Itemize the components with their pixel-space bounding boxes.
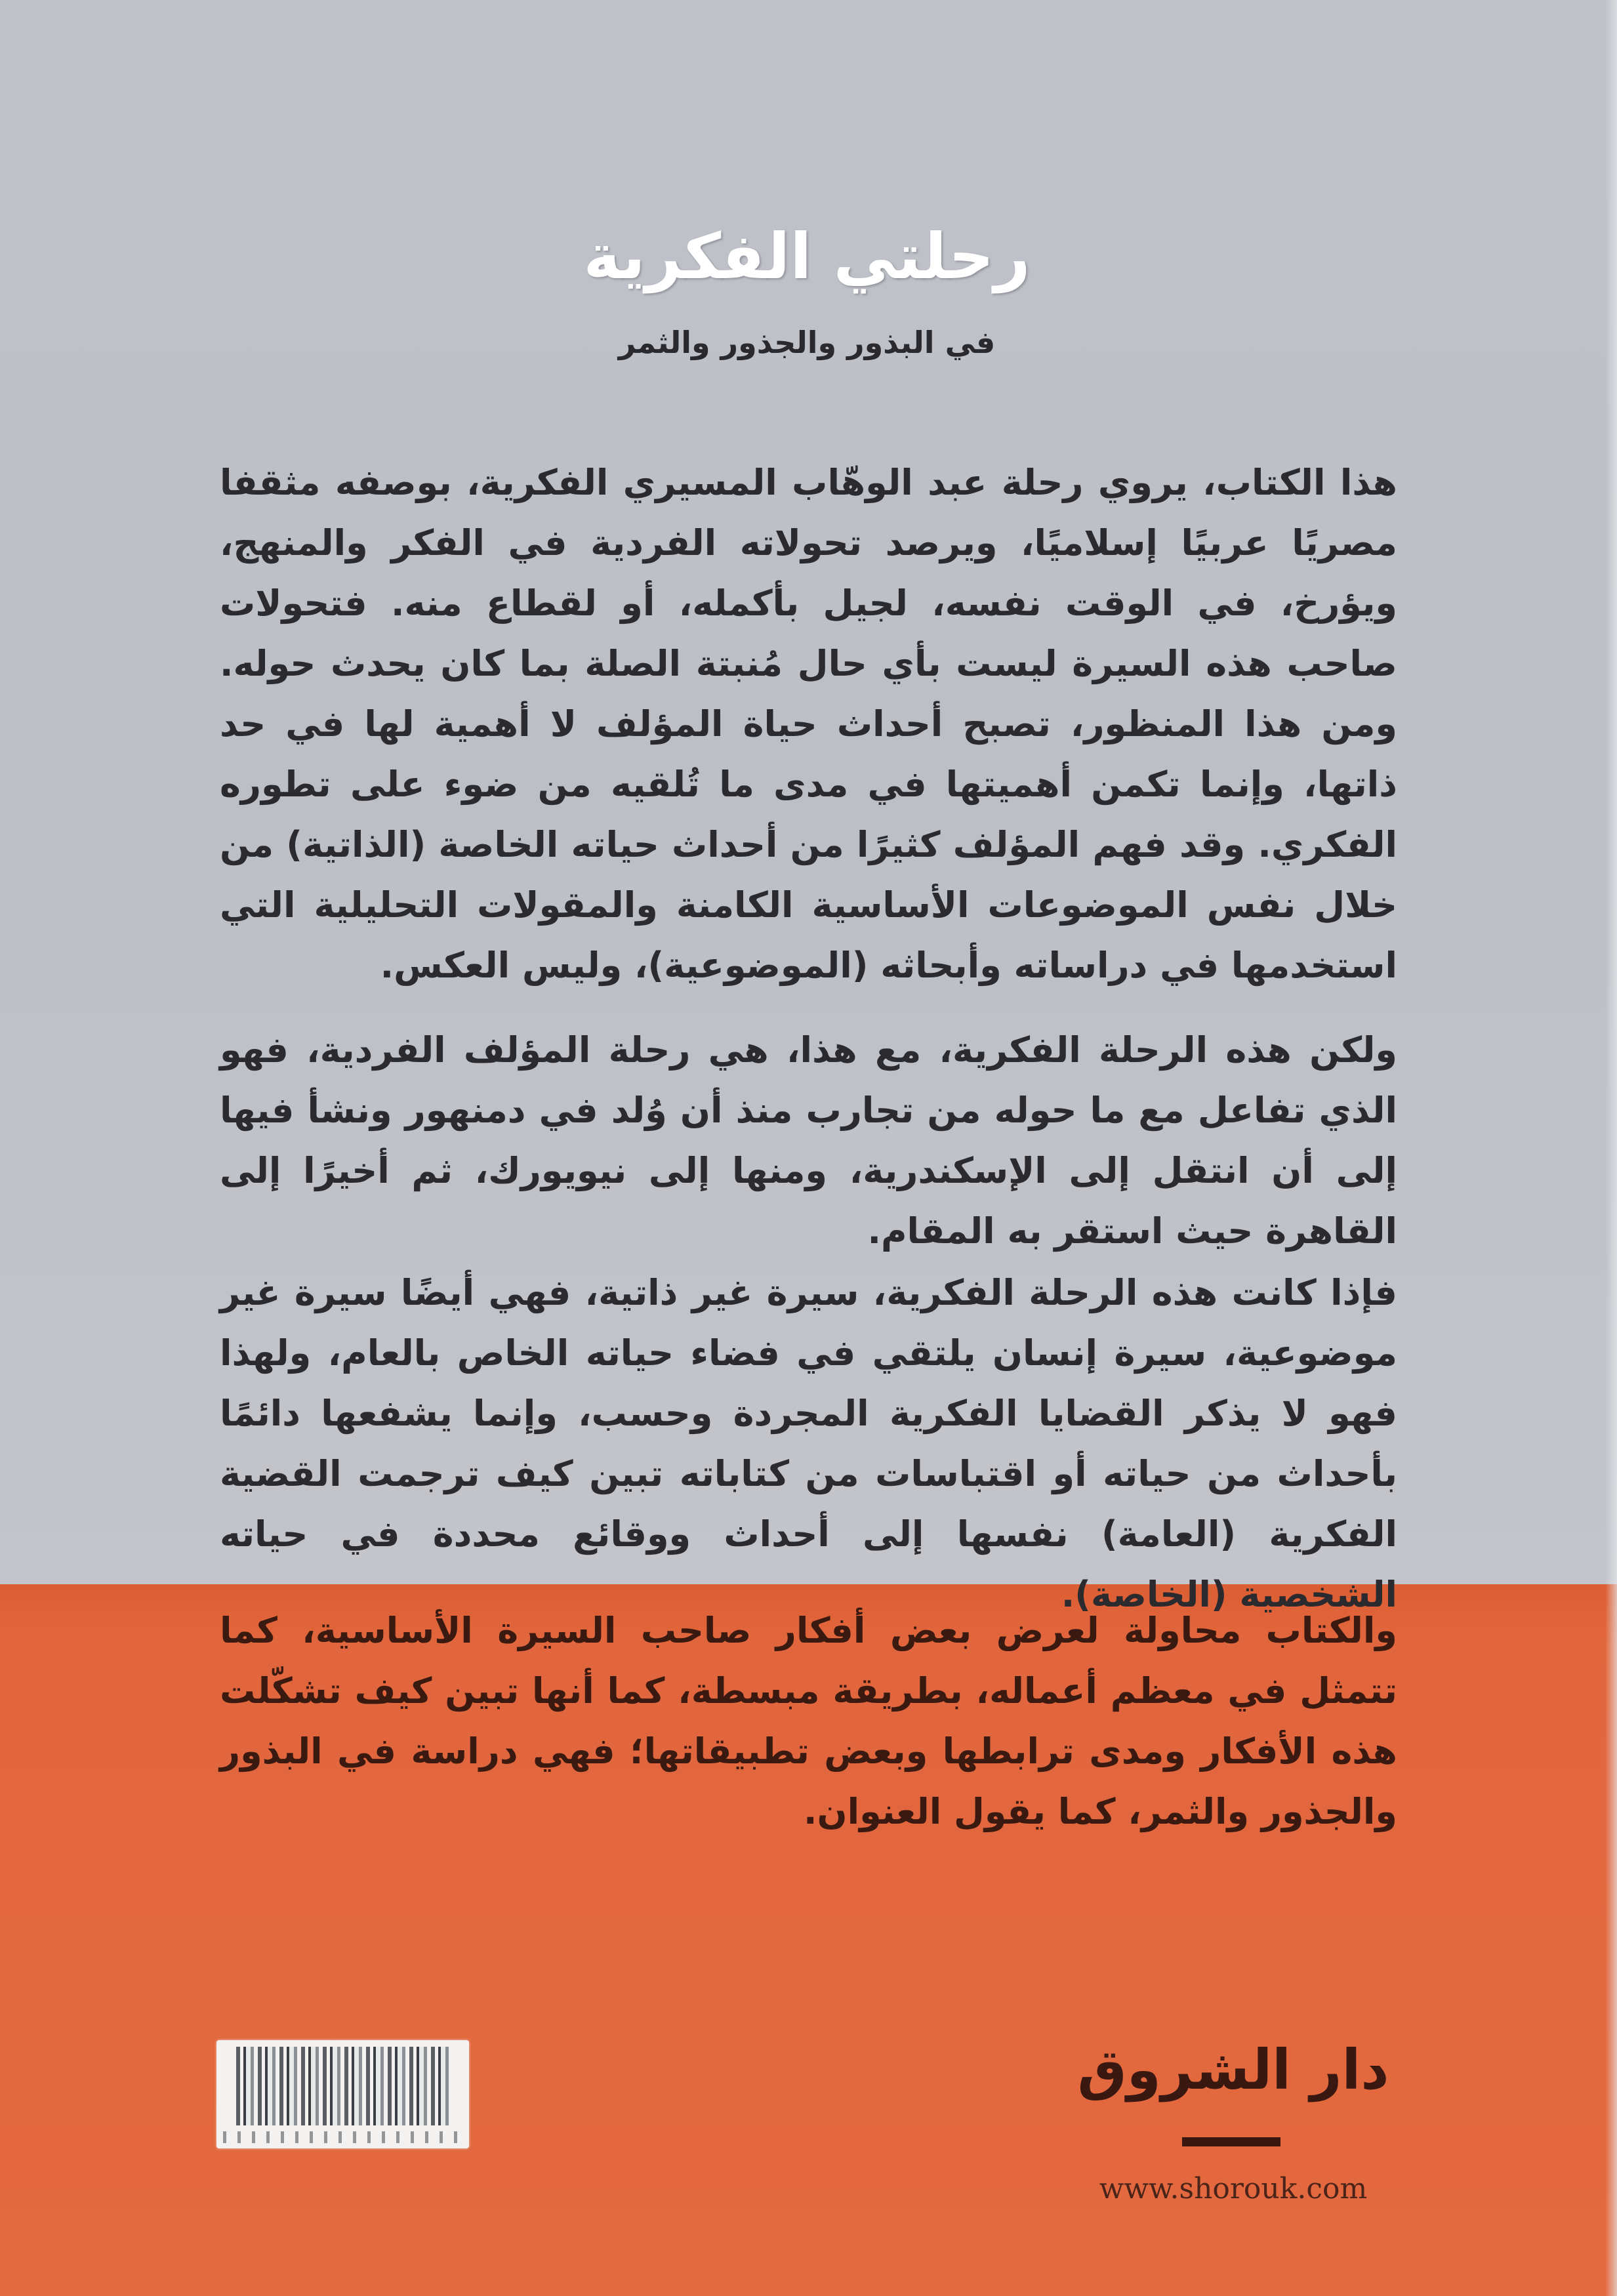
barcode-bars	[236, 2047, 453, 2125]
publisher-logo	[1063, 2037, 1404, 2168]
blurb-paragraph-3	[220, 1263, 1397, 1625]
blurb-paragraph-4	[220, 1601, 1397, 1842]
book-edge	[1605, 0, 1617, 2296]
blurb-text: والكتاب محاولة لعرض بعض أفكار صاحب السيرة الأساسية، كما تتمثل في معظم أعماله، بطريقة مبسطة، كما أنها تبين كيف تشكّلت هذه الأفكار ومدى ترابطها وبعض تطبيقاتها؛ فهي دراسة في البذور والجذور والثمر، كما يقول العنوان.	[220, 1610, 1397, 1832]
publisher-block	[1063, 2037, 1404, 2205]
barcode-digits	[223, 2131, 459, 2143]
blurb-paragraph-2	[220, 1020, 1397, 1261]
book-subtitle: في البذور والجذور والثمر	[618, 325, 996, 360]
blurb-text: فإذا كانت هذه الرحلة الفكرية، سيرة غير ذاتية، فهي أيضًا سيرة غير موضوعية، سيرة إنسان يلتقي في فضاء حياته الخاص بالعام، ولهذا فهو لا يذكر القضايا الفكرية المجردة وحسب، وإنما يشفعها دائمًا بأحداث من حياته أو اقتباسات من كتاباته تبين كيف ترجمت القضية الفكرية (العامة) نفسها إلى أحداث ووقائع محددة في حياته الشخصية (الخاصة).	[220, 1272, 1397, 1615]
book-title: رحلتي الفكرية	[583, 220, 1031, 293]
blurb-text: ولكن هذه الرحلة الفكرية، مع هذا، هي رحلة المؤلف الفردية، فهو الذي تفاعل مع ما حوله من تجارب منذ أن وُلد في دمنهور ونشأ فيها إلى أن انتقل إلى الإسكندرية، ومنها إلى نيويورك، ثم أخيرًا إلى القاهرة حيث استقر به المقام.	[220, 1029, 1397, 1252]
logo-underline	[1182, 2137, 1280, 2146]
publisher-name: دار الشروق	[1077, 2038, 1389, 2102]
publisher-url: www.shorouk.com	[1099, 2172, 1368, 2205]
barcode-icon	[216, 2040, 469, 2148]
blurb-paragraph-1	[220, 453, 1397, 996]
blurb-text: هذا الكتاب، يروي رحلة عبد الوهّاب المسيري الفكرية، بوصفه مثقفا مصريًا عربيًا إسلاميًا، ويرصد تحولاته الفردية في الفكر والمنهج، ويؤرخ، في الوقت نفسه، لجيل بأكمله، أو لقطاع منه. فتحولات صاحب هذه السيرة ليست بأي حال مُنبتة الصلة بما كان يحدث حوله. ومن هذا المنظور، تصبح أحداث حياة المؤلف لا أهمية لها في حد ذاتها، وإنما تكمن أهميتها في مدى ما تُلقيه من ضوء على تطوره الفكري. وقد فهم المؤلف كثيرًا من أحداث حياته الخاصة (الذاتية) من خلال نفس الموضوعات الأساسية الكامنة والمقولات التحليلية التي استخدمها في دراساته وأبحاثه (الموضوعية)، وليس العكس.	[220, 462, 1397, 986]
